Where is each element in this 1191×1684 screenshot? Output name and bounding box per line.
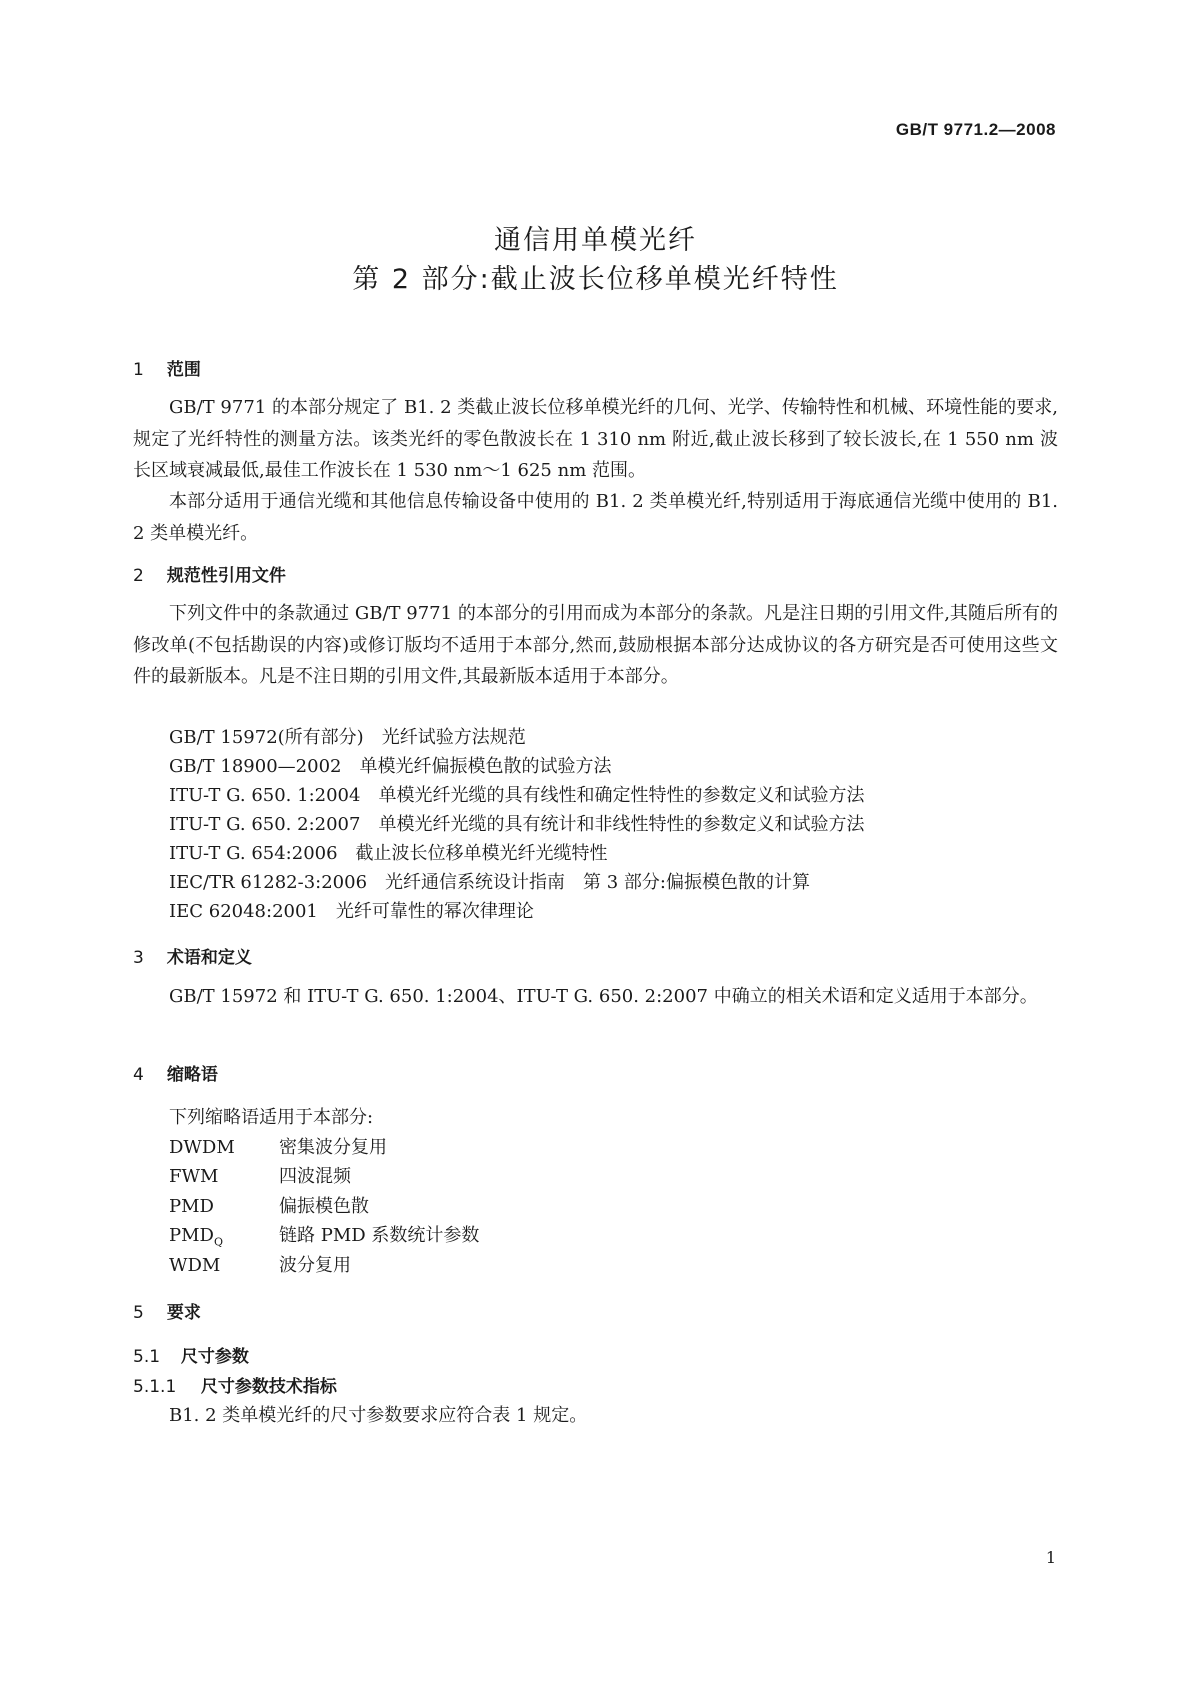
section-5-1-1-heading [133, 1372, 337, 1397]
reference-item: IEC/TR 61282-3:2006 光纤通信系统设计指南 第 3 部分:偏振模色散的计算 [169, 872, 810, 893]
abbreviation-definition: 四波混频 [279, 1166, 351, 1187]
document-title-line1: 通信用单模光纤 [494, 225, 697, 256]
reference-item: IEC 62048:2001 光纤可靠性的幂次律理论 [169, 901, 534, 922]
abbreviation-term: WDM [169, 1255, 221, 1276]
scope-paragraph-1: GB/T 9771 的本部分规定了 B1. 2 类截止波长位移单模光纤的几何、光学、传输特性和机械、环境性能的要求,规定了光纤特性的测量方法。该类光纤的零色散波长在 1 310 nm 附近,截止波长移到了较长波长,在 1 550 nm 波长区域衰减最低,最佳工作波长在 1 530 nm～1 625 nm 范围。 [133, 397, 1058, 481]
section-number: 2 [133, 566, 144, 586]
document-title-line2: 第 2 部分:截止波长位移单模光纤特性 [352, 264, 839, 295]
section-title: 尺寸参数 [180, 1347, 249, 1367]
reference-item: GB/T 15972(所有部分) 光纤试验方法规范 [169, 727, 526, 748]
abbreviation-definition: 波分复用 [279, 1255, 351, 1276]
abbreviation-row [169, 1251, 351, 1277]
reference-item: ITU-T G. 650. 2:2007 单模光纤光缆的具有统计和非线性特性的参数定义和试验方法 [169, 814, 865, 835]
section-title: 术语和定义 [166, 948, 252, 968]
abbreviation-definition: 密集波分复用 [279, 1137, 387, 1158]
abbreviation-row [169, 1192, 369, 1218]
abbreviation-term: FWM [169, 1166, 219, 1187]
reference-item: GB/T 18900—2002 单模光纤偏振模色散的试验方法 [169, 756, 612, 777]
section-4-heading [133, 1060, 218, 1085]
section-title: 尺寸参数技术指标 [200, 1377, 337, 1397]
abbreviation-term-subscript: Q [213, 1235, 224, 1249]
abbreviation-row [169, 1221, 479, 1249]
terms-paragraph: GB/T 15972 和 ITU-T G. 650. 1:2004、ITU-T G. 650. 2:2007 中确立的相关术语和定义适用于本部分。 [169, 986, 1038, 1007]
section-number: 4 [133, 1065, 144, 1085]
abbreviation-term: PMD [169, 1196, 214, 1217]
abbreviations-intro: 下列缩略语适用于本部分: [169, 1107, 374, 1128]
section-number: 5 [133, 1303, 144, 1323]
section-title: 范围 [166, 360, 201, 380]
reference-item: ITU-T G. 650. 1:2004 单模光纤光缆的具有线性和确定性特性的参数定义和试验方法 [169, 785, 865, 806]
abbreviation-term-base: PMD [169, 1225, 214, 1246]
section-title: 要求 [166, 1303, 201, 1323]
section-number: 1 [133, 360, 144, 380]
abbreviation-term: DWDM [169, 1137, 235, 1158]
abbreviation-row [169, 1133, 387, 1159]
page-number: 1 [1045, 1548, 1056, 1567]
section-number: 5.1.1 [133, 1377, 177, 1397]
section-1-heading [133, 355, 201, 380]
section-5-1-heading [133, 1342, 249, 1367]
section-3-heading [133, 943, 252, 968]
requirement-paragraph: B1. 2 类单模光纤的尺寸参数要求应符合表 1 规定。 [169, 1405, 588, 1426]
section-number: 3 [133, 948, 144, 968]
section-2-heading [133, 561, 286, 586]
abbreviation-definition: 偏振模色散 [279, 1196, 369, 1217]
abbreviation-definition: 链路 PMD 系数统计参数 [279, 1225, 480, 1246]
section-title: 规范性引用文件 [166, 566, 286, 586]
standard-code: GB/T 9771.2—2008 [895, 120, 1056, 139]
abbreviation-term [169, 1225, 279, 1249]
reference-item: ITU-T G. 654:2006 截止波长位移单模光纤光缆特性 [169, 843, 608, 864]
scope-paragraph-2: 本部分适用于通信光缆和其他信息传输设备中使用的 B1. 2 类单模光纤,特别适用于海底通信光缆中使用的 B1. 2 类单模光纤。 [133, 491, 1058, 544]
section-5-heading [133, 1298, 201, 1323]
references-intro: 下列文件中的条款通过 GB/T 9771 的本部分的引用而成为本部分的条款。凡是注日期的引用文件,其随后所有的修改单(不包括勘误的内容)或修订版均不适用于本部分,然而,鼓励根据本部分达成协议的各方研究是否可使用这些文件的最新版本。凡是不注日期的引用文件,其最新版本适用于本部分。 [133, 603, 1058, 687]
section-title: 缩略语 [166, 1065, 218, 1085]
abbreviation-row [169, 1162, 351, 1188]
section-number: 5.1 [133, 1347, 161, 1367]
